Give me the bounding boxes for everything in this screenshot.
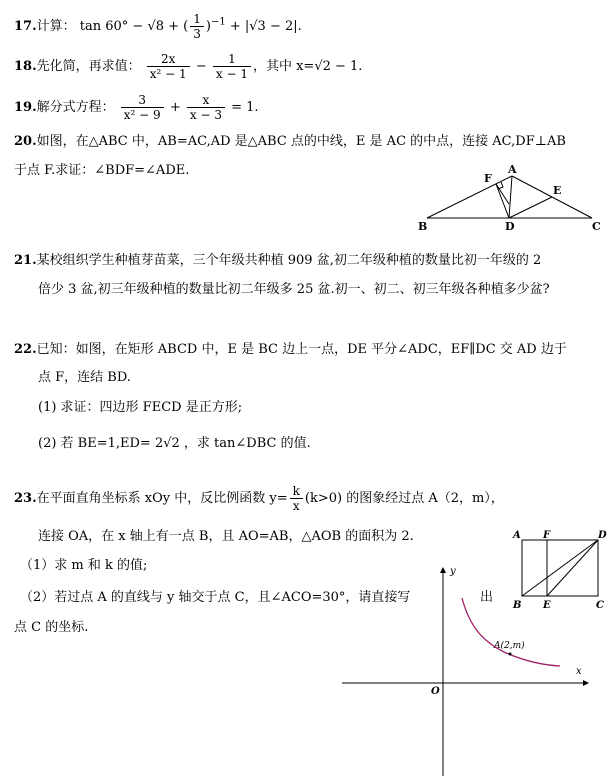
q23-hyperbola-curve	[462, 598, 560, 666]
q23-label-y: y	[450, 566, 456, 577]
q23-label-x: x	[576, 666, 582, 677]
q23-text-2: 连接 OA，在 x 轴上有一点 B，且 AO=AB，△AOB 的面积为 2.	[38, 529, 414, 544]
q18-f2-den: x − 1	[215, 67, 248, 81]
q21-text-2: 倍少 3 盆,初三年级种植的数量比初二年级多 25 盆.初一、初二、初三年级各种植多少盆?	[38, 282, 550, 297]
q19-f2-num: x	[187, 93, 225, 108]
q19-f2-den: x − 3	[189, 108, 222, 122]
q22-part-1-text: (1) 求证：四边形 FECD 是正方形;	[38, 400, 243, 415]
q17-exponent: −1	[210, 16, 226, 28]
q20-text-1: 如图，在△ABC 中，AB=AC,AD 是△ABC 点的中线，E 是 AC 的中点，连接 AC,DF⊥AB	[36, 134, 566, 149]
q23-point-a	[509, 653, 512, 656]
q19-f1-den: x² − 9	[123, 108, 161, 122]
q20-label-e: E	[553, 184, 562, 197]
q18-fraction-1	[147, 52, 190, 81]
question-23-line-2	[38, 529, 414, 545]
q17-expr-c: + |√3 − 2|.	[225, 19, 302, 34]
q20-triangle-figure	[412, 162, 608, 234]
q22-text-2: 点 F，连结 BD.	[38, 370, 131, 385]
question-17	[14, 12, 302, 41]
q19-fraction-2	[187, 93, 225, 122]
q23-fraction	[290, 484, 303, 513]
q17-frac-num: 1	[190, 12, 204, 27]
question-23-part-3	[14, 620, 88, 636]
question-21-line-1	[14, 253, 541, 269]
q23-coordinate-graph	[338, 562, 598, 776]
q21-text-1: 某校组织学生种植芽苗菜，三个年级共种植 909 盆,初二年级种植的数量比初一年级的 2	[36, 253, 542, 268]
question-18	[14, 52, 362, 81]
q17-expr-a: tan 60° − √8 + (	[79, 19, 189, 34]
q23-label-a: A(2,m)	[494, 641, 525, 651]
question-22-part-1	[38, 400, 242, 416]
q19-f1-num: 3	[121, 93, 164, 108]
q23-part-3-text: 点 C 的坐标.	[14, 620, 89, 635]
q20-line-ab	[427, 176, 512, 218]
q18-number: 18.	[14, 59, 37, 74]
q19-label: 解分式方程：	[36, 100, 115, 115]
q22-label-b: B	[513, 600, 522, 611]
q17-fraction	[190, 12, 204, 41]
q23-text-1b: (k>0) 的图象经过点 A（2，m），	[304, 491, 504, 506]
q18-label: 先化简，再求值：	[36, 59, 141, 74]
question-20-line-2	[14, 163, 189, 179]
q20-label-c: C	[592, 220, 601, 233]
q17-label: 计算：	[36, 19, 76, 34]
question-19	[14, 93, 259, 122]
q22-text-1: 已知：如图，在矩形 ABCD 中，E 是 BC 边上一点，DE 平分∠ADC，EF∥DC 交 AD 边于	[36, 342, 567, 357]
q21-number: 21.	[14, 253, 37, 268]
q23-label-o: O	[431, 686, 440, 697]
q23-part-2-tail-text: 出	[480, 590, 494, 605]
q18-f1-den: x² − 1	[149, 67, 187, 81]
q19-rhs: = 1.	[231, 100, 259, 115]
q17-expr-b: )	[205, 19, 211, 34]
q18-minus: −	[195, 59, 207, 74]
q23-text-1a: 在平面直角坐标系 xOy 中，反比例函数 y=	[36, 491, 288, 506]
q23-number: 23.	[14, 491, 37, 506]
q22-part-2-text: (2) 若 BE=1,ED= 2√2 ，求 tan∠DBC 的值.	[38, 436, 311, 451]
q20-label-b: B	[418, 220, 428, 233]
question-20-line-1	[14, 134, 566, 150]
q22-label-c: C	[596, 600, 604, 611]
q22-label-d: D	[598, 530, 607, 541]
q22-number: 22.	[14, 342, 37, 357]
q18-fraction-2	[213, 52, 251, 81]
q18-f2-num: 1	[213, 52, 251, 67]
q19-plus: +	[169, 100, 181, 115]
q20-text-2: 于点 F.求证：∠BDF=∠ADE.	[14, 163, 190, 178]
question-22-line-2	[38, 370, 131, 386]
q20-label-d: D	[505, 220, 515, 233]
q20-line-de	[509, 197, 552, 218]
q22-label-f: F	[543, 530, 551, 541]
q20-label-f: F	[484, 172, 492, 185]
q20-number: 20.	[14, 134, 37, 149]
q20-line-ad	[509, 176, 512, 218]
q18-f1-num: 2x	[147, 52, 190, 67]
q17-frac-den: 3	[193, 27, 201, 41]
q23-frac-den: x	[292, 499, 300, 513]
q20-label-a: A	[508, 163, 517, 176]
q19-fraction-1	[121, 93, 164, 122]
question-22-part-2	[38, 436, 311, 452]
question-21-line-2	[38, 282, 550, 298]
q23-part-1-text: （1）求 m 和 k 的值;	[20, 558, 148, 573]
q17-number: 17.	[14, 19, 37, 34]
q23-part-2-text: （2）若过点 A 的直线与 y 轴交于点 C，且∠ACO=30°，请直接写	[20, 590, 411, 605]
q22-label-e: E	[543, 600, 551, 611]
q19-number: 19.	[14, 100, 37, 115]
question-22-line-1	[14, 342, 567, 358]
q18-condition: ，其中 x=√2 − 1.	[252, 59, 363, 74]
question-23-part-1	[20, 558, 147, 574]
q22-label-a: A	[513, 530, 521, 541]
question-23-line-1	[14, 484, 504, 513]
q23-frac-num: k	[290, 484, 303, 499]
